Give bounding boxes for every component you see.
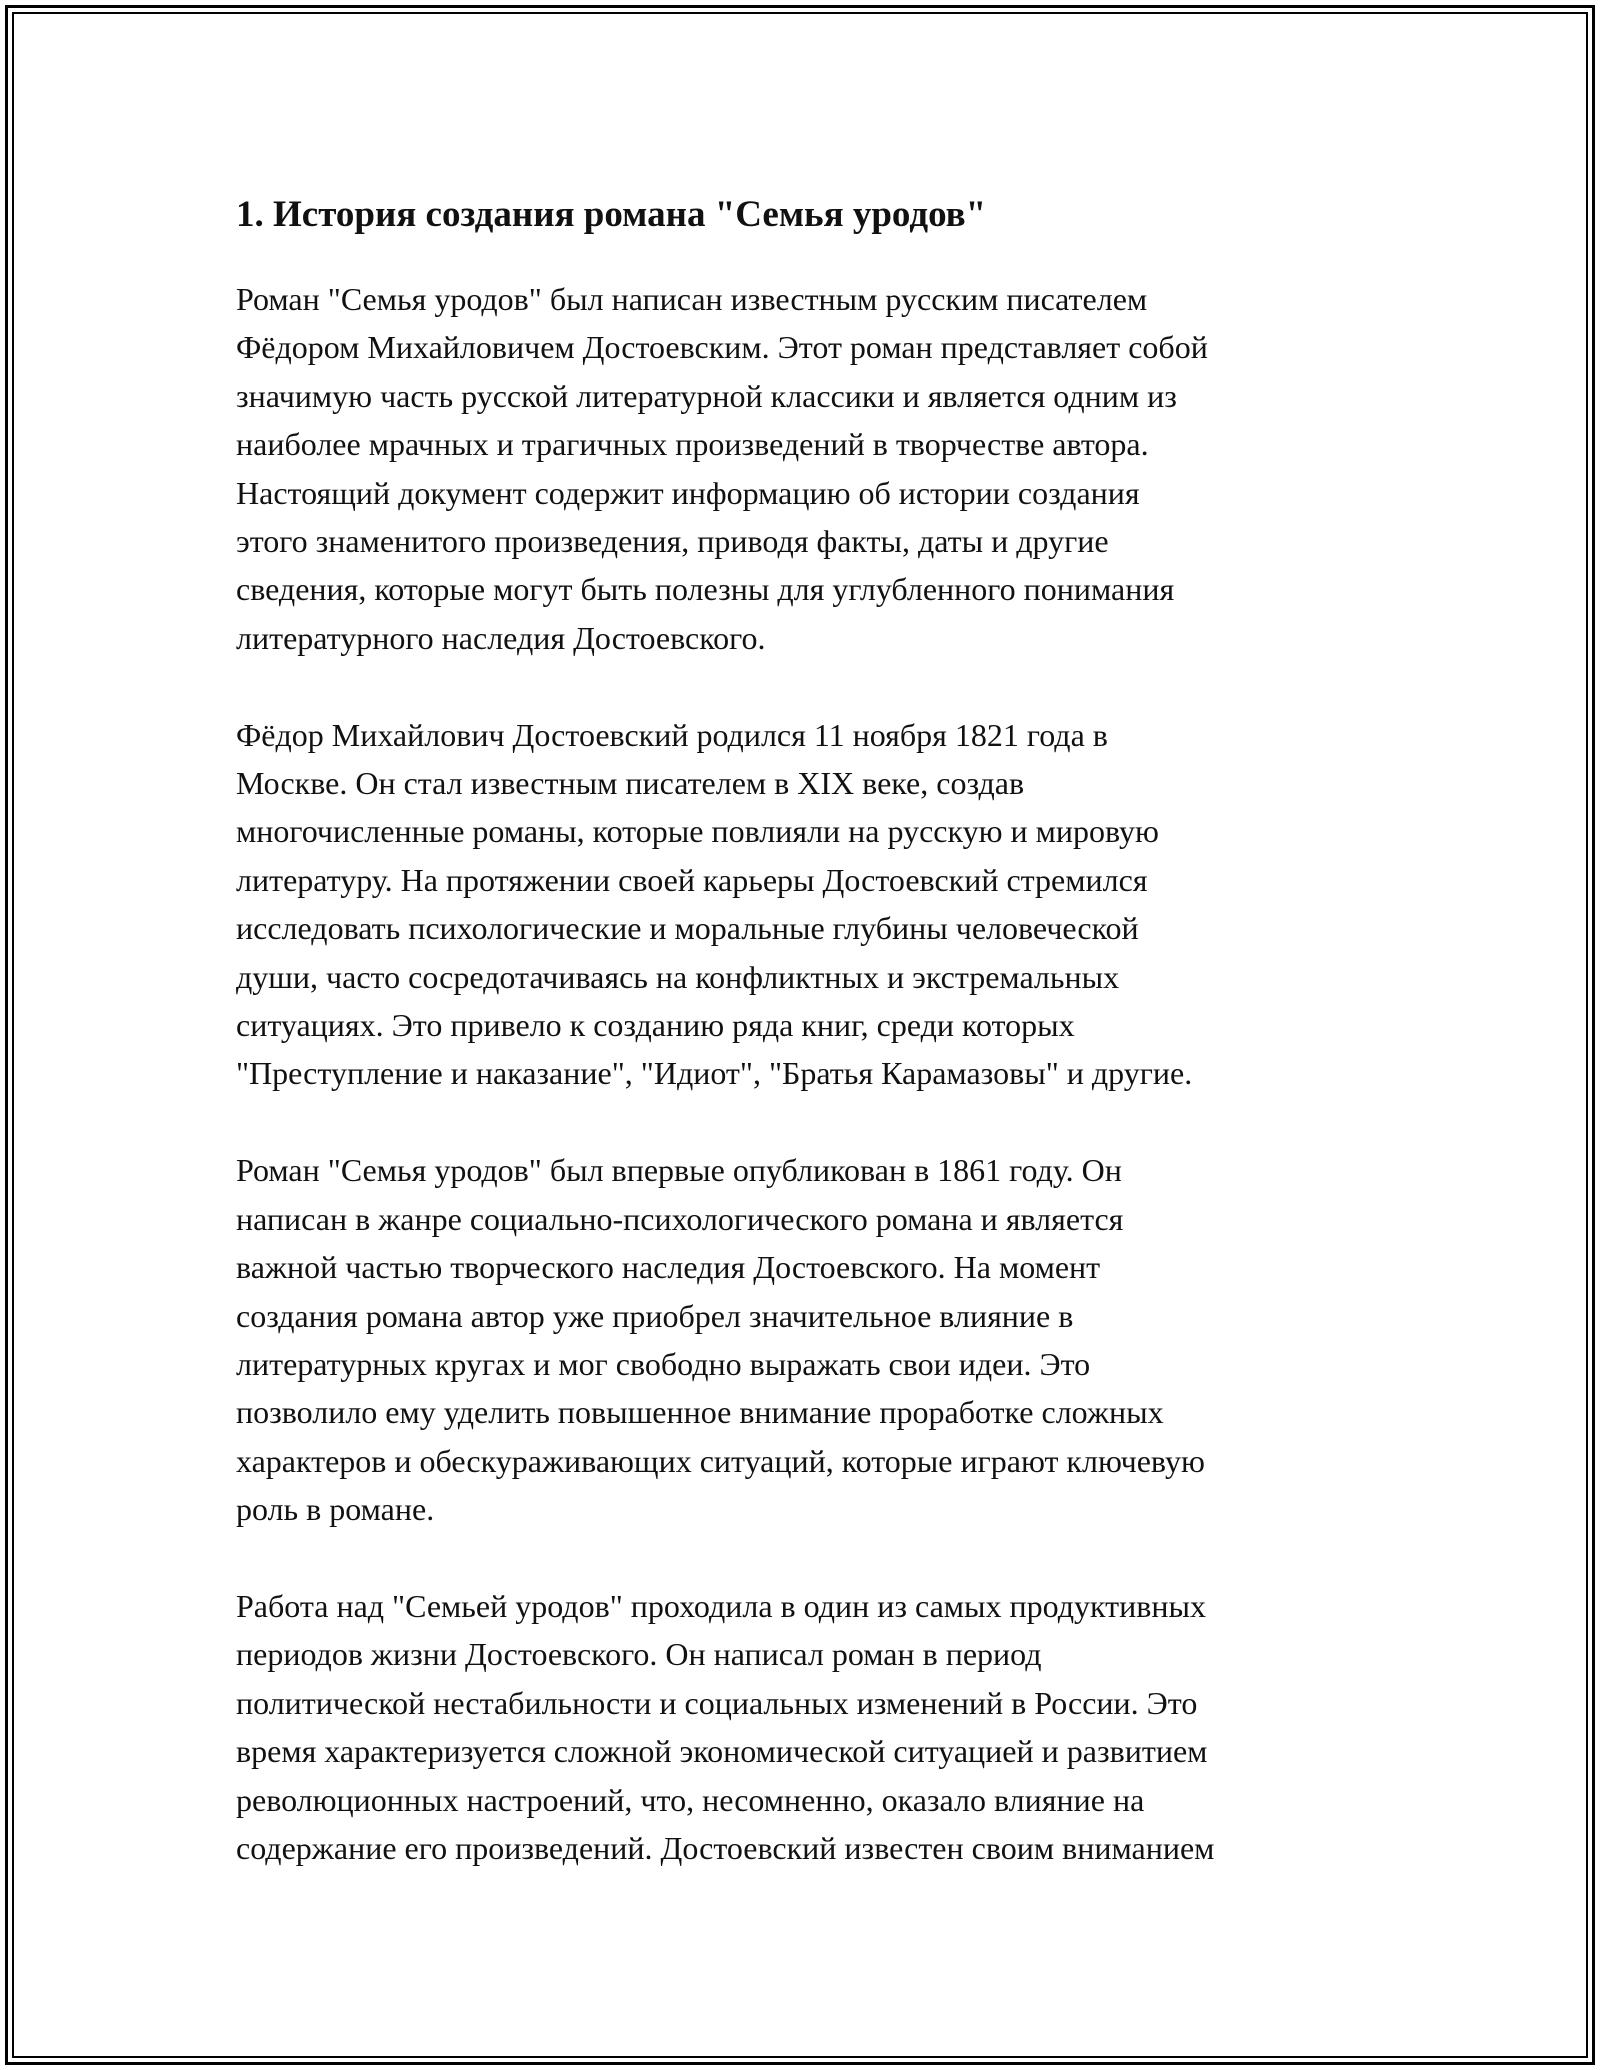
document-body (236, 185, 1416, 1872)
text-line: "Преступление и наказание", "Идиот", "Братья Карамазовы" и другие. (236, 1055, 1193, 1092)
text-line: содержание его произведений. Достоевский известен своим вниманием (236, 1829, 1215, 1866)
paragraph-3 (236, 1146, 1416, 1533)
text-line: время характеризуется сложной экономической ситуацией и развитием (236, 1733, 1208, 1770)
text-line: написан в жанре социально-психологического романа и является (236, 1200, 1124, 1237)
text-line: Настоящий документ содержит информацию об истории создания (236, 474, 1140, 511)
text-line: Москве. Он стал известным писателем в XIX веке, создав (236, 765, 1025, 802)
text-line: Фёдор Михайлович Достоевский родился 11 ноября 1821 года в (236, 716, 1108, 753)
paragraph-4 (236, 1582, 1416, 1872)
text-line: создания романа автор уже приобрел значительное влияние в (236, 1297, 1074, 1334)
text-line: позволило ему уделить повышенное внимание проработке сложных (236, 1394, 1164, 1431)
text-line: политической нестабильности и социальных изменений в России. Это (236, 1684, 1198, 1721)
text-line: этого знаменитого произведения, приводя факты, даты и другие (236, 523, 1109, 560)
text-line: литературного наследия Достоевского. (236, 619, 766, 656)
text-line: Фёдором Михайловичем Достоевским. Этот роман представляет собой (236, 329, 1208, 366)
text-line: Роман "Семья уродов" был впервые опубликован в 1861 году. Он (236, 1152, 1122, 1189)
paragraph-spacer (236, 1534, 1416, 1582)
text-line: исследовать психологические и моральные глубины человеческой (236, 910, 1139, 947)
text-line: наиболее мрачных и трагичных произведений в творчестве автора. (236, 426, 1149, 463)
text-line: роль в романе. (236, 1491, 435, 1528)
text-line: литературу. На протяжении своей карьеры Достоевский стремился (236, 861, 1148, 898)
text-line: характеров и обескураживающих ситуаций, которые играют ключевую (236, 1442, 1205, 1479)
text-line: многочисленные романы, которые повлияли на русскую и мировую (236, 813, 1159, 850)
text-line: сведения, которые могут быть полезны для углубленного понимания (236, 571, 1175, 608)
paragraph-1 (236, 275, 1416, 662)
text-line: ситуациях. Это привело к созданию ряда книг, среди которых (236, 1007, 1075, 1044)
text-line: революционных настроений, что, несомненно, оказало влияние на (236, 1781, 1145, 1818)
section-heading: 1. История создания романа "Семья уродов" (236, 194, 987, 235)
text-line: души, часто сосредотачиваясь на конфликтных и экстремальных (236, 958, 1120, 995)
text-line: литературных кругах и мог свободно выражать свои идеи. Это (236, 1345, 1091, 1382)
text-line: периодов жизни Достоевского. Он написал роман в период (236, 1636, 1042, 1673)
text-line: важной частью творческого наследия Достоевского. На момент (236, 1249, 1101, 1286)
paragraph-2 (236, 711, 1416, 1098)
text-line: Работа над "Семьей уродов" проходила в один из самых продуктивных (236, 1587, 1206, 1624)
text-line: Роман "Семья уродов" был написан известным русским писателем (236, 281, 1148, 317)
paragraph-spacer (236, 662, 1416, 710)
paragraph-spacer (236, 1098, 1416, 1146)
text-line: значимую часть русской литературной классики и является одним из (236, 377, 1177, 414)
